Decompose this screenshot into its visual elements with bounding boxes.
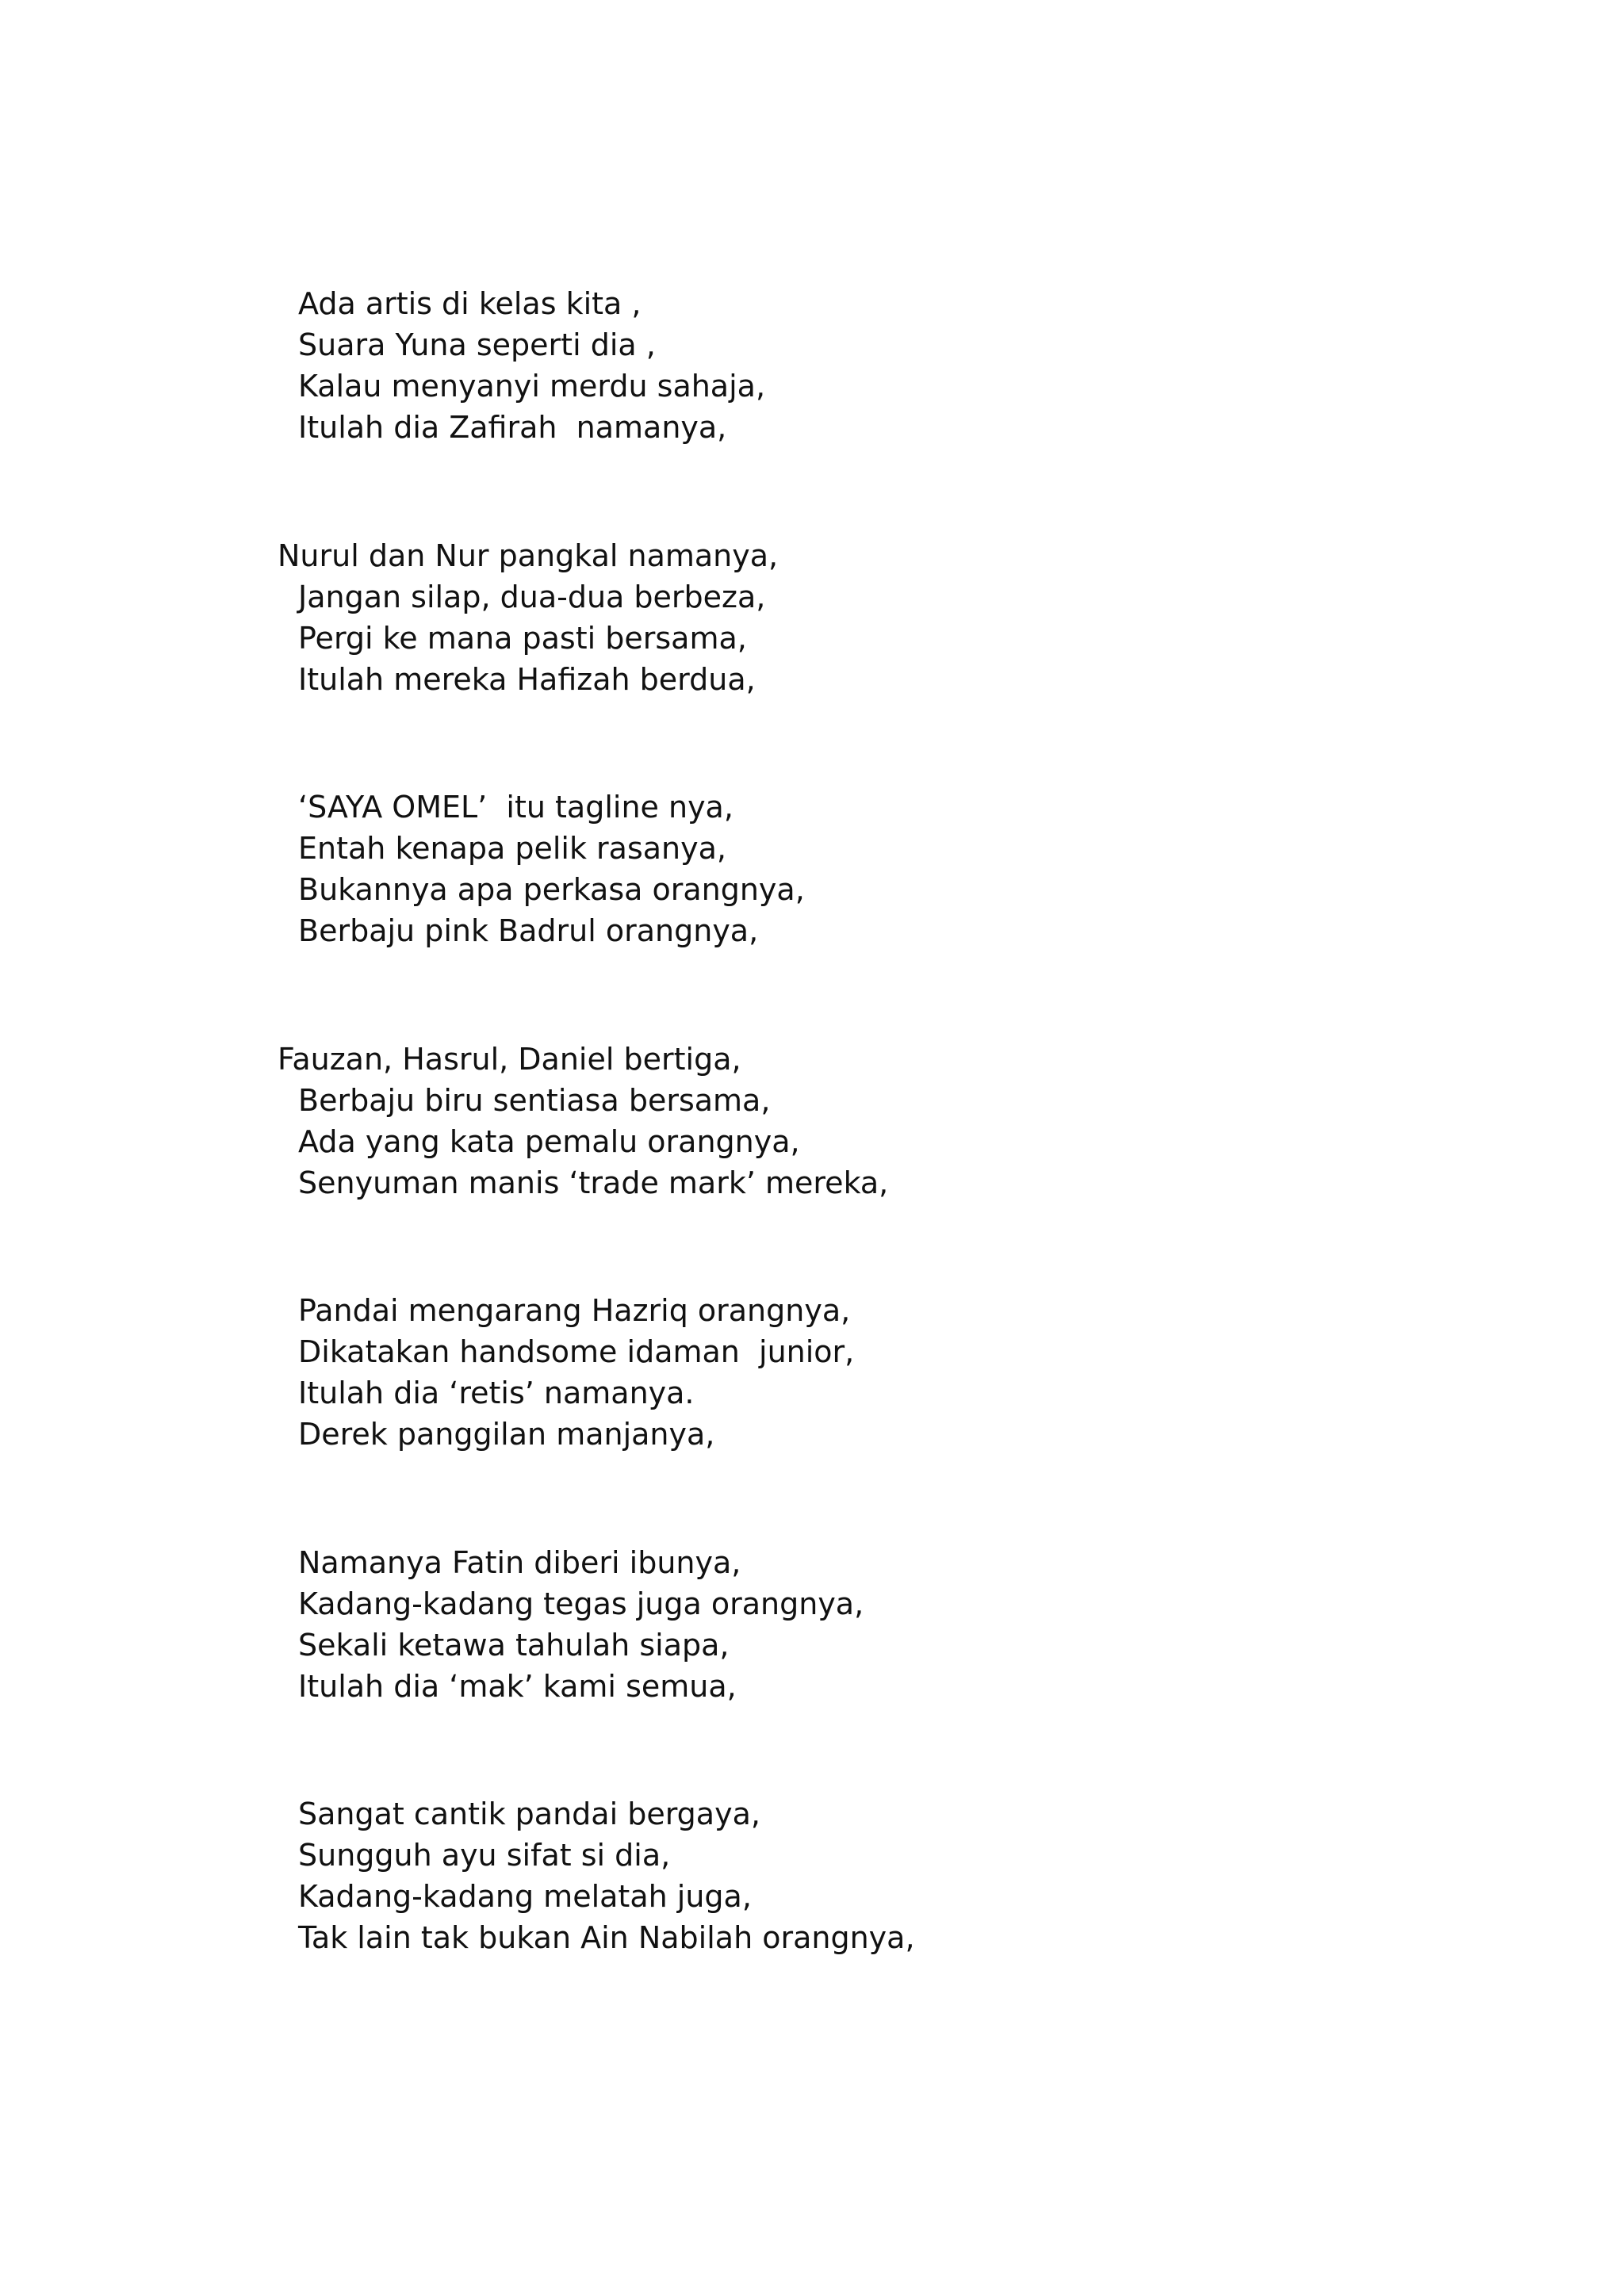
poem-line: Sangat cantik pandai bergaya, bbox=[298, 1797, 760, 1831]
poem-line: Namanya Fatin diberi ibunya, bbox=[298, 1545, 741, 1580]
poem-line: Sungguh ayu sifat si dia, bbox=[298, 1838, 671, 1873]
poem-line: Itulah dia ‘retis’ namanya. bbox=[298, 1376, 695, 1410]
poem-line: Entah kenapa pelik rasanya, bbox=[298, 831, 726, 866]
poem-stanza-5 bbox=[278, 1290, 1388, 1455]
poem-stanza-2 bbox=[278, 535, 1388, 700]
poem-stanza-6 bbox=[278, 1542, 1388, 1707]
poem-line: Tak lain tak bukan Ain Nabilah orangnya, bbox=[298, 1920, 915, 1955]
poem-line: Jangan silap, dua-dua berbeza, bbox=[298, 580, 766, 614]
poem-line: Ada artis di kelas kita , bbox=[298, 286, 642, 321]
poem-line: Kadang-kadang tegas juga orangnya, bbox=[298, 1586, 864, 1621]
poem-line: Nurul dan Nur pangkal namanya, bbox=[278, 538, 779, 573]
poem-stanza-4 bbox=[278, 1039, 1388, 1203]
poem-line: Bukannya apa perkasa orangnya, bbox=[298, 872, 805, 907]
poem-line: Sekali ketawa tahulah siapa, bbox=[298, 1628, 730, 1663]
poem-stanza-7 bbox=[278, 1793, 1388, 1958]
poem-line: Ada yang kata pemalu orangnya, bbox=[298, 1124, 800, 1159]
poem-line: Derek panggilan manjanya, bbox=[298, 1417, 715, 1452]
poem-line: Itulah mereka Hafizah berdua, bbox=[298, 662, 756, 697]
poem-line: Itulah dia ‘mak’ kami semua, bbox=[298, 1669, 737, 1704]
poem-line: Dikatakan handsome idaman junior, bbox=[298, 1334, 855, 1369]
poem-line: Senyuman manis ‘trade mark’ mereka, bbox=[298, 1165, 889, 1200]
poem-line: Kadang-kadang melatah juga, bbox=[298, 1879, 752, 1914]
poem-line: Fauzan, Hasrul, Daniel bertiga, bbox=[278, 1042, 741, 1077]
poem-line: Itulah dia Zafirah namanya, bbox=[298, 410, 727, 445]
poem-line: Pandai mengarang Hazriq orangnya, bbox=[298, 1293, 851, 1328]
poem-line: Pergi ke mana pasti bersama, bbox=[298, 621, 747, 656]
poem-line: Kalau menyanyi merdu sahaja, bbox=[298, 369, 766, 404]
poem-stanza-3 bbox=[278, 786, 1388, 951]
poem-line: ‘SAYA OMEL’ itu tagline nya, bbox=[298, 790, 733, 825]
poem-line: Suara Yuna seperti dia , bbox=[298, 327, 656, 362]
poem-line: Berbaju pink Badrul orangnya, bbox=[298, 913, 759, 948]
poem-line: Berbaju biru sentiasa bersama, bbox=[298, 1083, 771, 1118]
poem-stanza-1 bbox=[278, 283, 1388, 448]
